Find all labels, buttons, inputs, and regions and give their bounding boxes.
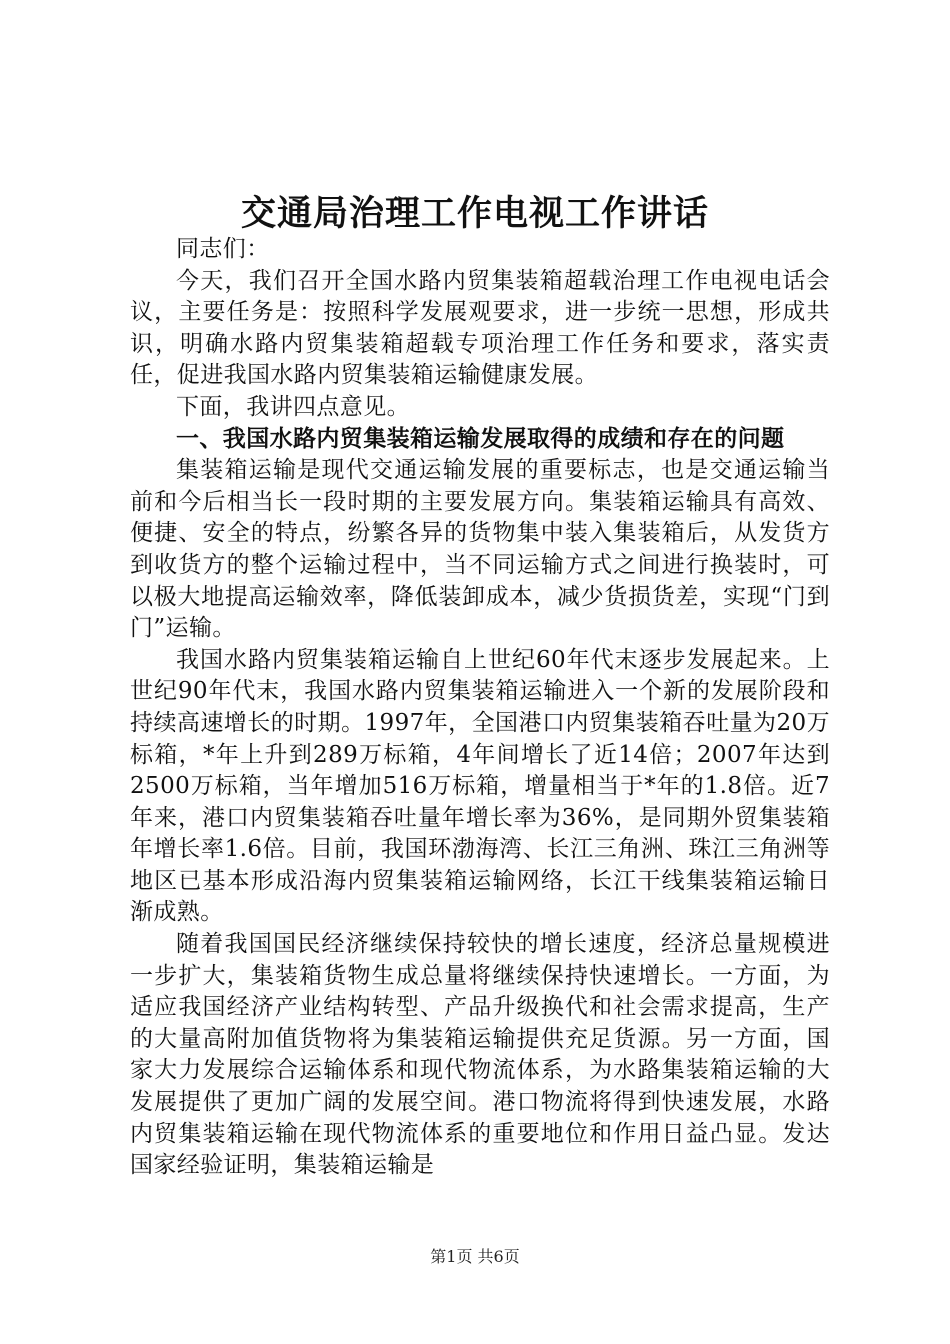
body-paragraph: 我国水路内贸集装箱运输自上世纪60年代末逐步发展起来。上世纪90年代末，我国水路内贸集装箱运输进入一个新的发展阶段和持续高速增长的时期。1997年，全国港口内贸集装箱吞吐量为20万标箱，*年上升到289万标箱，4年间增长了近14倍；2007年达到2500万标箱，当年增加516万标箱，增量相当于*年的1.8倍。近7年来，港口内贸集装箱吞吐量年增长率为36%，是同期外贸集装箱年增长率1.6倍。目前，我国环渤海湾、长江三角洲、珠江三角洲等地区已基本形成沿海内贸集装箱运输网络，长江干线集装箱运输日渐成熟。 [130, 646, 830, 926]
section-heading: 一、我国水路内贸集装箱运输发展取得的成绩和存在的问题 [176, 425, 785, 452]
body-paragraph: 今天，我们召开全国水路内贸集装箱超载治理工作电视电话会议，主要任务是：按照科学发展观要求，进一步统一思想，形成共识，明确水路内贸集装箱超载专项治理工作任务和要求，落实责任，促进我国水路内贸集装箱运输健康发展。 [130, 267, 830, 389]
document-body [130, 234, 830, 1182]
body-paragraph: 集装箱运输是现代交通运输发展的重要标志，也是交通运输当前和今后相当长一段时期的主要发展方向。集装箱运输具有高效、便捷、安全的特点，纷繁各异的货物集中装入集装箱后，从发货方到收货方的整个运输过程中，当不同运输方式之间进行换装时，可以极大地提高运输效率，降低装卸成本，减少货损货差，实现“门到门”运输。 [130, 457, 830, 642]
body-paragraph: 随着我国国民经济继续保持较快的增长速度，经济总量规模进一步扩大，集装箱货物生成总量将继续保持快速增长。一方面，为适应我国经济产业结构转型、产品升级换代和社会需求提高，生产的大量高附加值货物将为集装箱运输提供充足货源。另一方面，国家大力发展综合运输体系和现代物流体系，为水路集装箱运输的大发展提供了更加广阔的发展空间。港口物流将得到快速发展，水路内贸集装箱运输在现代物流体系的重要地位和作用日益凸显。发达国家经验证明，集装箱运输是 [130, 931, 830, 1179]
document-title: 交通局治理工作电视工作讲话 [240, 194, 709, 234]
salutation: 同志们： [176, 236, 270, 262]
page-footer: 第1页 共6页 [430, 1247, 520, 1266]
body-paragraph: 下面，我讲四点意见。 [176, 393, 410, 420]
